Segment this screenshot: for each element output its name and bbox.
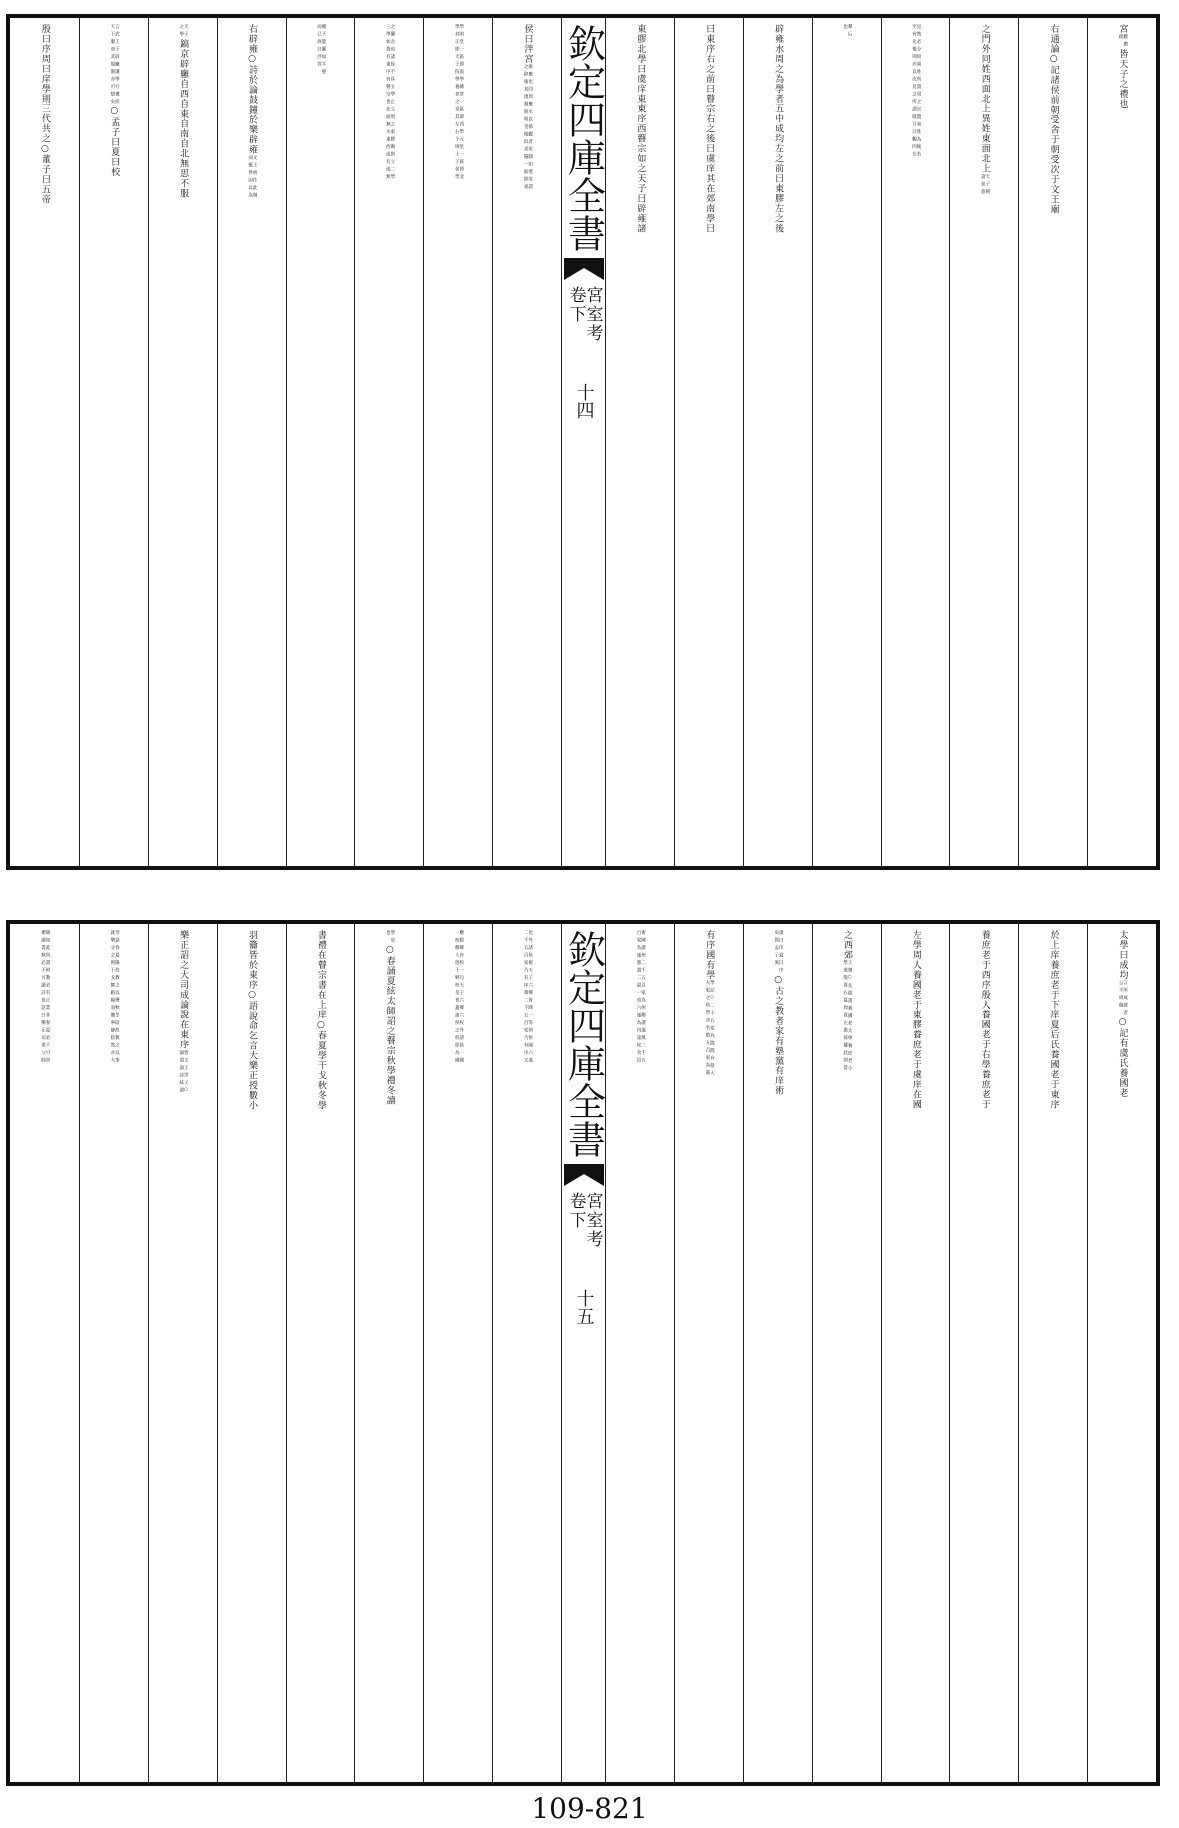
commentary-left: 矣與孟子異 (773, 930, 779, 968)
column-flow (813, 24, 881, 866)
commentary-right: 術陳讀州二千五百家為州鄭讀遂萬二千五 (640, 930, 646, 1065)
column-flow (80, 930, 148, 1782)
book-title: 欽定四庫全書 (561, 24, 605, 252)
main-text: 鎬京辟廱自西自東自南自北無思不服 (178, 38, 189, 199)
bottom-page (6, 920, 1160, 1786)
commentary-right: 學是 (389, 930, 395, 945)
commentary-pair (385, 930, 394, 945)
commentary-pair (523, 64, 532, 191)
text-column (148, 924, 217, 1782)
top-columns (10, 18, 1156, 866)
column-flow (80, 24, 148, 866)
commentary-pair (980, 174, 989, 196)
column-flow (10, 24, 79, 866)
commentary-left: 誦謂誦詩絃謂 (178, 1049, 184, 1095)
fishtail-mark-icon (564, 258, 604, 280)
center-gutter (561, 18, 605, 866)
text-column (881, 18, 950, 866)
commentary-pair (40, 930, 49, 1065)
commentary-right: 羣后 (847, 24, 853, 39)
commentary-right: 應脫鄉有校一句天子六鄉六校外諸侯一國 (458, 930, 464, 1065)
commentary-right: 之黌舍也諸侯不具五學止立周之東膠賜則立二學 (389, 24, 395, 182)
column-flow (675, 24, 743, 866)
text-column (743, 18, 812, 866)
commentary-pair (247, 155, 256, 200)
main-text: 樂正詔之大司成論說在東序 (178, 930, 189, 1050)
commentary-left: 諸侯旅 (980, 173, 986, 197)
main-text: ○古之教者家有塾黨有庠術 (773, 974, 784, 1096)
folio-number: 十五 (573, 1289, 595, 1325)
commentary-left: 百家為遂愚謂二說一也六遂為內諸侯食邑 (635, 930, 641, 1065)
commentary-pair (178, 1050, 187, 1095)
text-column (10, 18, 79, 866)
main-text: 殷曰序周曰庠學則三代共之○董子曰五帝 (39, 24, 50, 205)
column-flow (424, 24, 492, 866)
commentary-right: 文王初作此制 (252, 154, 258, 200)
book-title: 欽定四庫全書 (561, 930, 605, 1158)
text-column (423, 18, 492, 866)
commentary-left: 疏 (1118, 33, 1124, 42)
bottom-columns (10, 924, 1156, 1782)
text-column (1087, 924, 1156, 1782)
main-text: ○記有虞氏養國老 (1117, 1017, 1128, 1099)
commentary-right: 比外諸侯視天子六鄉皆降一等則侯國六遂 (527, 930, 533, 1065)
commentary-left: 也 (842, 24, 848, 32)
column-flow (218, 930, 286, 1782)
column-flow (493, 24, 561, 866)
commentary-right: 天子 (183, 24, 189, 39)
column-flow (950, 930, 1018, 1782)
main-text: 右辟雍○詩於論鼓鐘於樂辟雍 (247, 24, 258, 155)
text-column (949, 924, 1018, 1782)
text-column (286, 924, 355, 1782)
main-text: 侯曰泮宮 (522, 24, 533, 64)
text-column (812, 924, 881, 1782)
column-flow (287, 930, 355, 1782)
text-column (492, 18, 561, 866)
text-column (949, 18, 1018, 866)
commentary-left: 也 (385, 930, 391, 938)
main-text: 之門外同姓西面北上異姓東面北上 (979, 24, 990, 174)
text-column (605, 924, 674, 1782)
main-text: 養庶老于西序殷人養國老于右學養庶老于 (979, 930, 990, 1110)
column-flow (950, 24, 1018, 866)
commentary-pair (842, 24, 851, 39)
text-column (674, 924, 743, 1782)
commentary-pair (178, 24, 187, 39)
text-column (79, 18, 148, 866)
main-text: 之西郊 (842, 930, 853, 960)
commentary-left: 天下服而其規制亦可想矣 (109, 24, 115, 107)
commentary-pair (523, 930, 532, 1065)
commentary-left: 至有先後則亦以次見之所謂既月曰覲四岳 (911, 24, 917, 159)
column-flow (355, 24, 423, 866)
commentary-left: 三學如魯有東序有瞽宗也北面無水東西或有或無 (385, 24, 391, 182)
commentary-left: 之辟雍其規制與明堂相似青陽一區即東 (523, 63, 529, 192)
text-column (217, 924, 286, 1782)
commentary-pair (842, 960, 851, 1073)
column-flow (424, 930, 492, 1782)
folio-number: 十四 (573, 383, 595, 419)
commentary-pair (635, 930, 644, 1065)
main-text: 右通論○記諸侯前朝受舍于朝受次于文王廟 (1048, 24, 1059, 215)
column-flow (218, 24, 286, 866)
text-column (286, 18, 355, 866)
commentary-left: 就樂分之則干戈舞蹈陽羽籥寧靜陰然亦大 (109, 930, 115, 1065)
commentary-left: 二千五百家乃有庠萬二千五百家乃有序又 (523, 930, 529, 1065)
commentary-right: 皆文王世子○ (183, 1049, 189, 1096)
commentary-pair (911, 24, 920, 159)
section-name: 宮室考 (582, 1192, 603, 1249)
commentary-right: 言所成就者 (1122, 979, 1128, 1018)
section-label-block (567, 286, 601, 343)
commentary-right: 言武王于辟廱講學行禮而 (114, 24, 120, 107)
center-gutter (561, 924, 605, 1782)
text-column (1087, 18, 1156, 866)
commentary-right: 雍壅也四周壅水以節觀者形圓如璧故謂 (527, 63, 533, 192)
commentary-right: 天子朝 (984, 173, 990, 197)
commentary-right: 學記○二十五家為閭閭有塾大 (709, 979, 715, 1078)
commentary-pair (109, 24, 118, 106)
column-flow (287, 24, 355, 866)
text-column (148, 18, 217, 866)
main-text: 太學曰成均 (1117, 930, 1128, 980)
commentary-pair (1118, 34, 1127, 49)
commentary-right: 王制○先儒謂養國老太學養庶老小 (847, 959, 853, 1073)
main-text: 書禮在瞽宗書在上庠○春夏學干戈秋冬學 (315, 930, 326, 1111)
commentary-right: 虞曰庠夏曰序 (778, 930, 784, 975)
volume-name: 卷下 (565, 1192, 586, 1230)
column-flow (149, 24, 217, 866)
main-text: 羽籥皆於東序○語說命乞言大樂正授數小 (247, 930, 258, 1111)
commentary-left: 而後世因以為 (247, 154, 253, 200)
column-flow (882, 930, 950, 1782)
column-flow (675, 930, 743, 1782)
main-text: 左學周人養國老于東膠養庶老于虞庠在國 (910, 930, 921, 1110)
column-flow (744, 24, 812, 866)
main-text: 有序國有學 (704, 930, 715, 980)
section-name: 宮室考 (582, 286, 603, 343)
main-text: 辟雍水周之為學者五中成均左之前曰東膠左之後 (773, 24, 784, 234)
column-flow (1019, 930, 1087, 1782)
text-column (1018, 18, 1087, 866)
main-text: 曰東序右之前曰瞽宗右之後曰虞庠其在郊南學曰 (704, 24, 715, 234)
commentary-pair (773, 930, 782, 975)
commentary-pair (1118, 980, 1127, 1017)
commentary-right: 學明堂一區即南學總章一區即西學元堂一區即北 (458, 24, 464, 182)
fishtail-mark-icon (564, 1164, 604, 1186)
section-label-block (567, 1192, 601, 1249)
commentary-left: 學虞殷貴右夏周貴左愚按據此則當 (842, 959, 848, 1073)
column-flow (149, 930, 217, 1782)
column-flow (606, 930, 674, 1782)
commentary-left: 之學 (178, 24, 184, 39)
text-column (354, 18, 423, 866)
text-column (812, 18, 881, 866)
commentary-left: 禮讀書秋必不可讀詩也語曰樂正司業父師 (40, 930, 46, 1065)
column-flow (1088, 24, 1156, 866)
main-text: ○孟子曰夏曰校 (109, 106, 120, 178)
page-number: 109-821 (531, 1792, 648, 1825)
text-column (1018, 924, 1087, 1782)
column-flow (493, 930, 561, 1782)
text-column (10, 924, 79, 1782)
text-column (217, 18, 286, 866)
commentary-right: 觀禮 (1122, 33, 1128, 49)
text-column (881, 924, 950, 1782)
text-column (354, 924, 423, 1782)
text-column (423, 924, 492, 1782)
column-flow (744, 930, 812, 1782)
column-flow (1019, 24, 1087, 866)
commentary-left: 學其正即天子捖學養老之堂其左右个則士子習學 (454, 24, 460, 182)
text-column (743, 924, 812, 1782)
commentary-left: 夫家之幼學亦名塾五百家為黨 (704, 979, 710, 1078)
commentary-left: 公平周徧 (1118, 979, 1124, 1010)
commentary-pair (454, 930, 463, 1065)
text-column (79, 924, 148, 1782)
commentary-left: 一校鄭人遊于鄉校是也蓋諸侯之校即為國 (454, 930, 460, 1065)
volume-name: 卷下 (565, 286, 586, 324)
main-text: ○春誦夏絃太師詔之瞽宗秋學禮冬讀 (384, 944, 395, 1106)
commentary-right: 琴瑟春夏陽故教之以聲秋冬陰故教之以事 (114, 930, 120, 1065)
commentary-pair (109, 930, 118, 1065)
commentary-left: 而已故曰泮宮 (316, 24, 322, 69)
main-text: 皆天子之禮也 (1117, 48, 1128, 109)
top-page (6, 14, 1160, 870)
commentary-right: 見然必分同異姓所謂周之宗盟異姓為後若 (915, 24, 921, 159)
column-flow (813, 930, 881, 1782)
text-column (674, 18, 743, 866)
main-text: 宮 (1117, 24, 1128, 34)
commentary-pair (704, 980, 713, 1078)
column-flow (355, 930, 423, 1782)
column-flow (10, 930, 79, 1782)
text-column (492, 924, 561, 1782)
commentary-right: 槩如此所謂時教必有正業非春夏必不可習 (44, 930, 50, 1065)
main-text: 東膠北學曰虞庠東東序西瞽宗如之天子曰辟雍諸 (635, 24, 646, 234)
commentary-right: 總不能圓如半璧 (320, 24, 326, 77)
column-flow (882, 24, 950, 866)
column-flow (606, 24, 674, 866)
main-text: 於上庠養庶老于下庠夏后氏養國老于東序 (1048, 930, 1059, 1110)
commentary-pair (454, 24, 463, 181)
commentary-pair (385, 24, 394, 181)
commentary-pair (316, 24, 325, 76)
text-column (605, 18, 674, 866)
column-flow (1088, 930, 1156, 1782)
